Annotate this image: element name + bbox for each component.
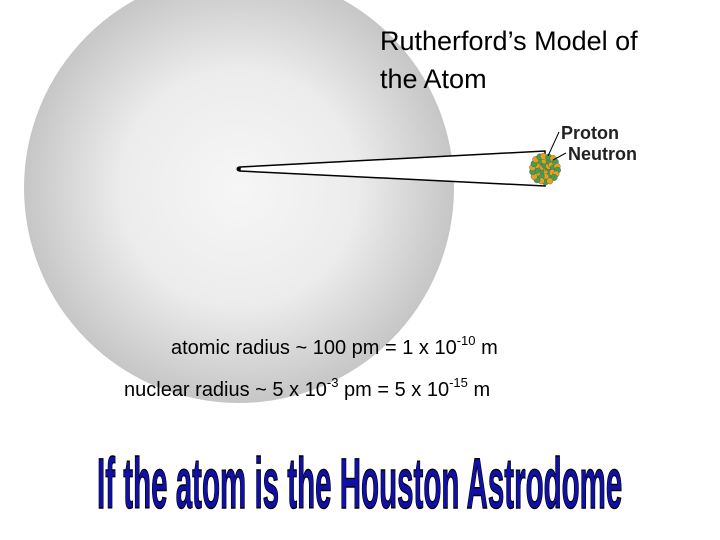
banner-text: If the atom is the Houston Astrodome	[97, 442, 623, 524]
nuclear-radius-prefix: nuclear radius ~ 5 x 10	[124, 379, 327, 401]
neutron-label: Neutron	[568, 144, 637, 164]
title-line-2: the Atom	[380, 64, 487, 94]
atomic-radius-suffix: m	[475, 337, 498, 359]
proton-particle	[547, 178, 553, 184]
atomic-radius-exponent: -10	[456, 333, 476, 348]
atomic-radius-text	[171, 333, 498, 360]
title-line-1: Rutherford’s Model of	[380, 26, 638, 56]
nuclear-radius-exponent-1: -3	[326, 375, 339, 390]
nuclear-radius-exponent-2: -15	[449, 375, 468, 390]
page-title	[380, 22, 720, 98]
atomic-radius-prefix: atomic radius ~ 100 pm = 1 x 10	[171, 337, 457, 359]
nuclear-radius-middle: pm = 5 x 10	[338, 379, 450, 401]
nuclear-radius-suffix: m	[467, 379, 491, 401]
nuclear-radius-text	[124, 375, 491, 402]
proton-label: Proton	[561, 123, 619, 143]
proton-pointer	[548, 132, 559, 156]
